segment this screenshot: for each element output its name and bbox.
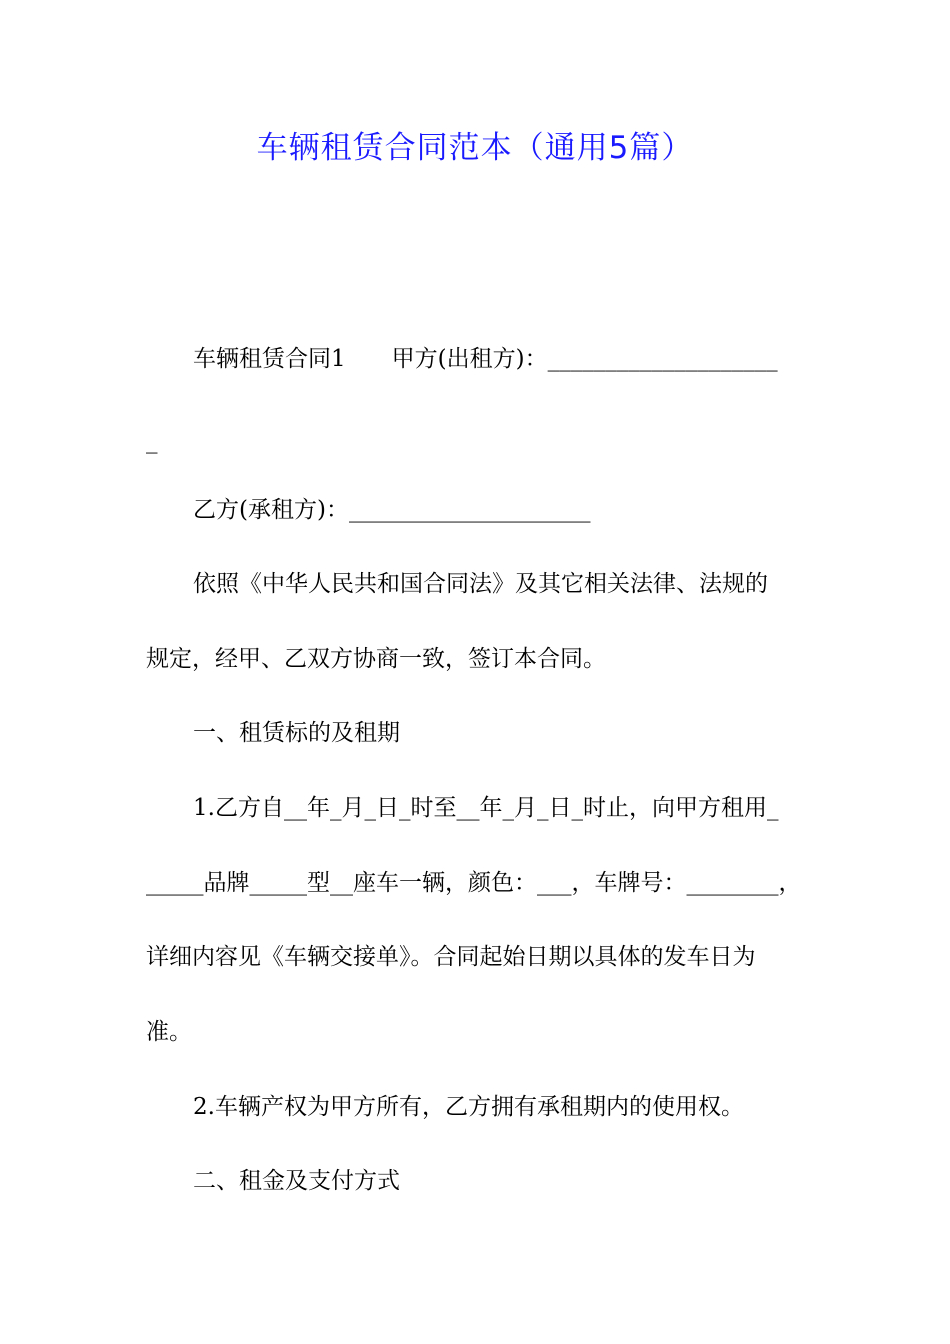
contract-header-line xyxy=(193,343,816,375)
party-b-field: 乙方(承租方)：_____________________ xyxy=(193,497,591,523)
intro-paragraph-line-1: 依照《中华人民共和国合同法》及其它相关法律、法规的 xyxy=(193,571,768,597)
clause-1-line-1: 1.乙方自__年_月_日_时至__年_月_日_时止，向甲方租用_ xyxy=(193,795,779,821)
clause-1-line-2: _____品牌_____型__座车一辆，颜色：___，车牌号：________， xyxy=(146,870,802,896)
intro-paragraph-line-2: 规定，经甲、乙双方协商一致，签订本合同。 xyxy=(146,646,606,672)
section-heading-1: 一、租赁标的及租期 xyxy=(193,720,400,746)
clause-2: 2.车辆产权为甲方所有，乙方拥有承租期内的使用权。 xyxy=(193,1094,744,1120)
contract-label: 车辆租赁合同1 xyxy=(193,346,346,372)
section-heading-2: 二、租金及支付方式 xyxy=(193,1168,400,1194)
party-a-continuation: _ xyxy=(146,428,158,454)
document-title: 车辆租赁合同范本（通用5篇） xyxy=(256,130,694,166)
clause-1-line-3: 详细内容见《车辆交接单》。合同起始日期以具体的发车日为 xyxy=(146,944,756,970)
party-a-field: 甲方(出租方)：____________________ xyxy=(391,346,778,372)
clause-1-line-4: 准。 xyxy=(146,1019,192,1045)
